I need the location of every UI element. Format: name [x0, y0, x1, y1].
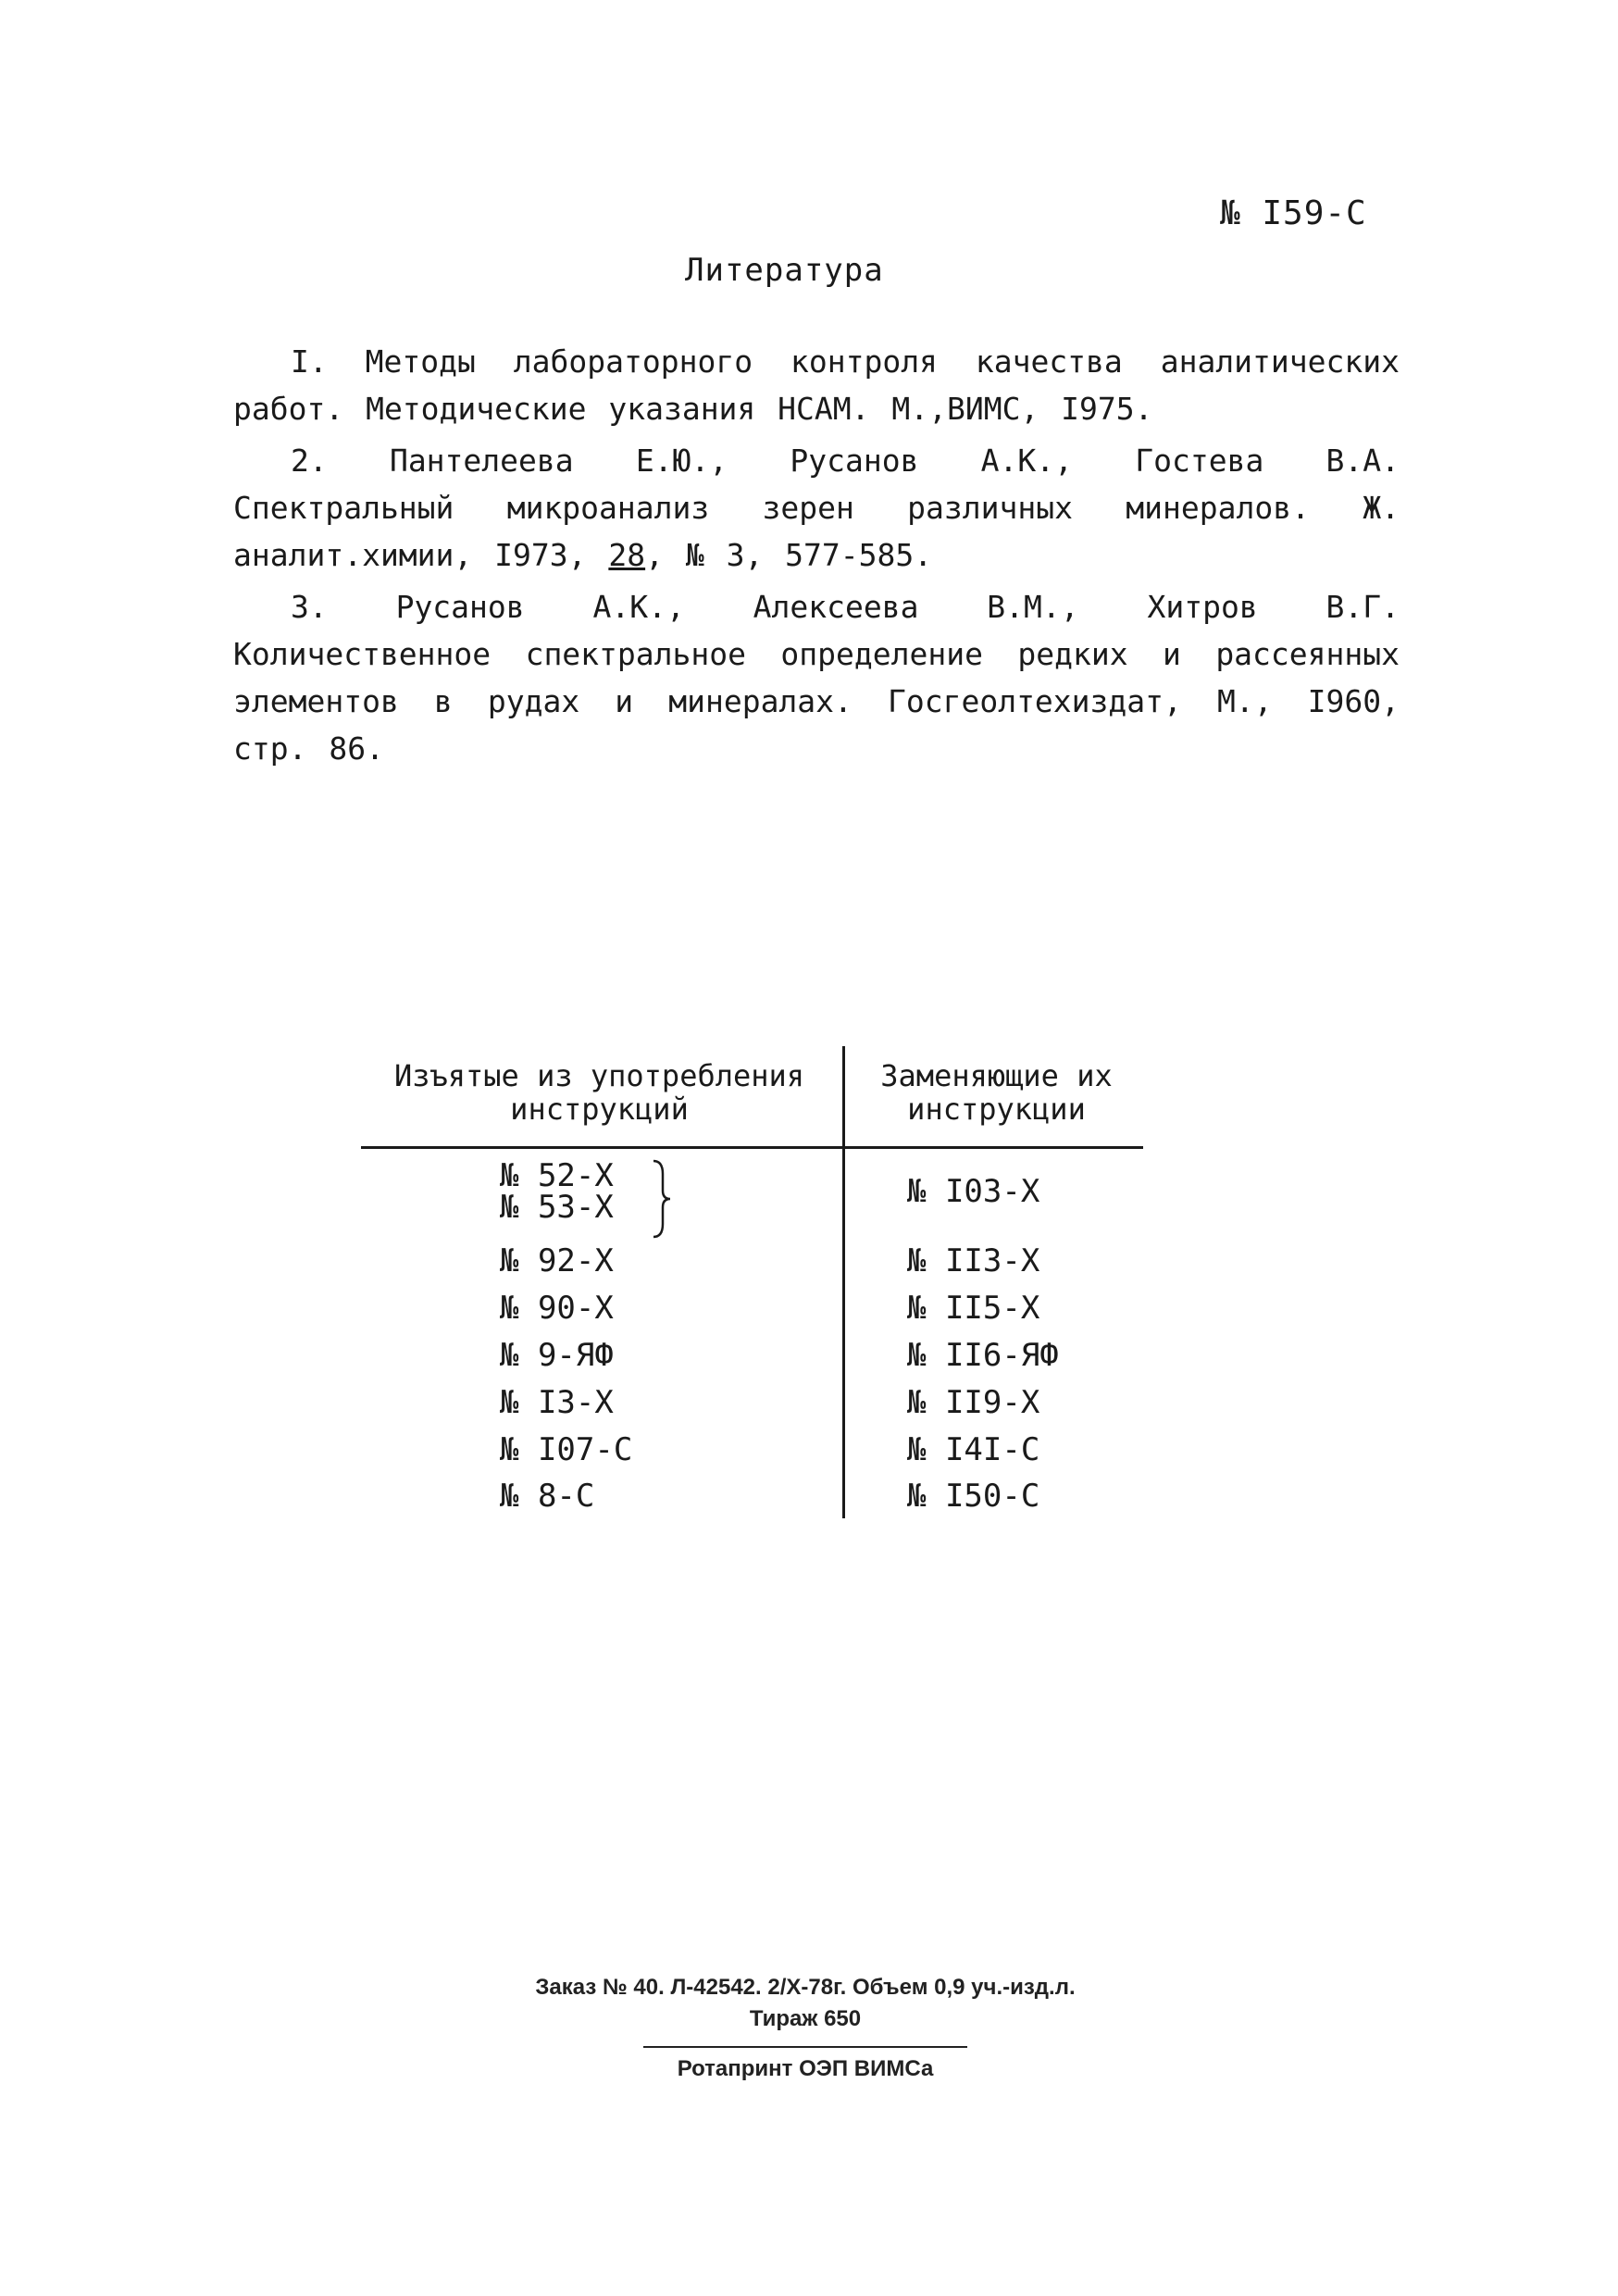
imprint-order-line: Заказ № 40. Л-42542. 2/Х-78г. Объем 0,9 уч.-изд.л. [535, 1975, 1076, 2000]
withdrawn-cell: № I3-Х [500, 1384, 614, 1421]
replacing-cell: № II9-Х [907, 1384, 1040, 1421]
withdrawn-cell: № 9-ЯФ [500, 1337, 614, 1374]
replacing-cell: № II5-Х [907, 1290, 1040, 1327]
reference-item-2 [233, 437, 1400, 579]
table-header-replacing: Заменяющие их инструкции [880, 1058, 1113, 1127]
reference-volume: 28 [608, 537, 646, 573]
reference-text: 3. Русанов А.К., Алексеева В.М., Хитров В.Г. Количественное спектральное определение редких и рассеянных элементов в рудах и минералах. Госгеолтехиздат, М., I960, стр. 86. [233, 589, 1400, 767]
replacing-cell: № I03-Х [907, 1173, 1040, 1210]
table-header-withdrawn: Изъятые из употребления инструкций [393, 1058, 805, 1127]
table-header-rule [361, 1146, 1143, 1149]
withdrawn-cell: № 8-С [500, 1478, 595, 1515]
reference-item-3 [233, 583, 1400, 772]
reference-text-tail: , № 3, 577-585. [645, 537, 933, 573]
withdrawn-cell: № 53-Х [500, 1189, 614, 1226]
imprint-divider [643, 2046, 967, 2048]
replacing-cell: № II6-ЯФ [907, 1337, 1059, 1374]
table-column-divider [842, 1046, 845, 1518]
imprint-printer: Ротапринт ОЭП ВИМСа [677, 2056, 934, 2081]
replacing-cell: № II3-Х [907, 1242, 1040, 1279]
print-imprint [389, 1972, 1222, 2085]
reference-text: I. Методы лабораторного контроля качества аналитических работ. Методические указания НСАМ. М.,ВИМС, I975. [233, 343, 1400, 427]
withdrawn-cell: № 52-Х [500, 1157, 614, 1194]
section-heading: Литература [685, 252, 884, 289]
reference-text: 2. Пантелеева Е.Ю., Русанов А.К., Гостева В.А. Спектральный микроанализ зерен различных минералов. Ж. аналит.химии, I973, [233, 443, 1400, 573]
withdrawn-cell: № I07-С [500, 1431, 633, 1468]
replacement-table [361, 1046, 1143, 1518]
replacing-cell: № I4I-С [907, 1431, 1040, 1468]
reference-list [233, 338, 1400, 777]
imprint-print-run: Тираж 650 [749, 2006, 862, 2031]
grouping-brace-icon [648, 1157, 676, 1241]
reference-item-1 [233, 338, 1400, 432]
replacing-cell: № I50-С [907, 1478, 1040, 1515]
withdrawn-cell: № 90-Х [500, 1290, 614, 1327]
document-number: № I59-С [1220, 194, 1367, 232]
withdrawn-cell: № 92-Х [500, 1242, 614, 1279]
